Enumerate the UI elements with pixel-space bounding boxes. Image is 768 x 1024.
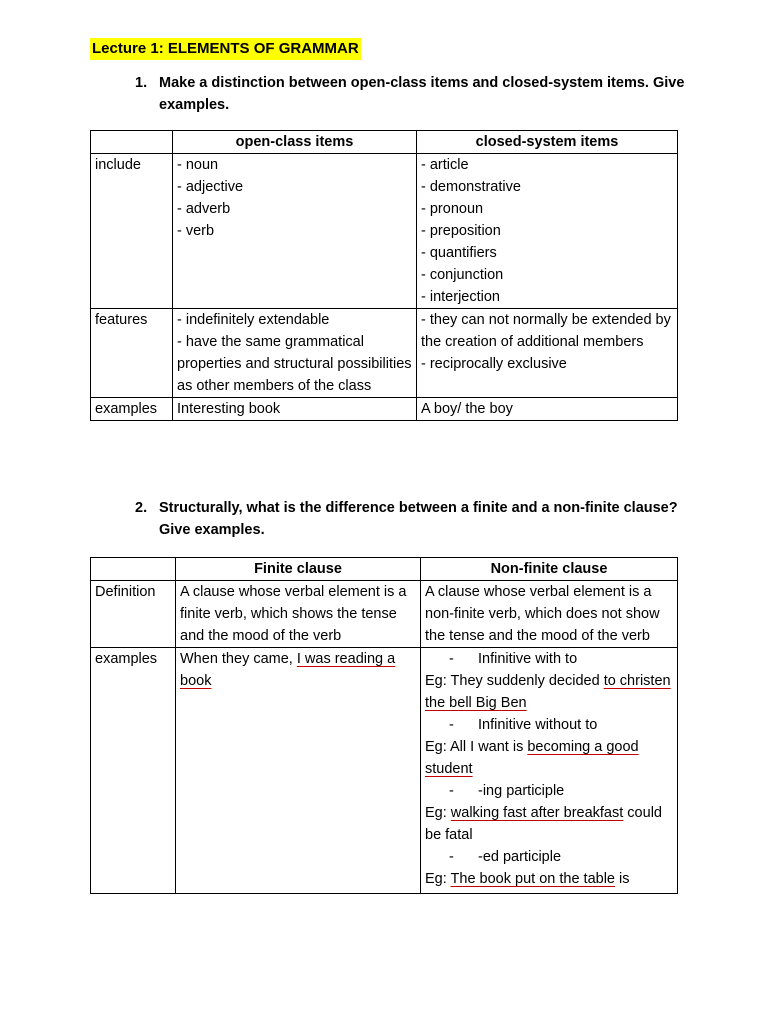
header-open-class: open-class items [173, 131, 417, 154]
nonfinite-example-cell [421, 648, 678, 894]
list-item: - noun [177, 157, 219, 173]
table-header-row [91, 558, 678, 581]
underlined-clause: becoming a good student [425, 739, 639, 777]
underlined-clause: The book put on the table [450, 871, 615, 887]
list-item: - verb [177, 223, 215, 239]
list-item: - adverb [177, 201, 231, 217]
closed-include-cell [417, 154, 678, 309]
example-line [425, 802, 673, 846]
list-item: - interjection [421, 289, 500, 305]
example-text: could be fatal [425, 805, 662, 843]
row-label-include: include [91, 154, 173, 309]
list-item: - -ing participle [449, 783, 565, 799]
example-text: Eg: [425, 871, 451, 887]
open-features-cell [173, 309, 417, 398]
example-line [425, 670, 673, 714]
open-include-cell [173, 154, 417, 309]
list-item: - Infinitive without to [449, 717, 598, 733]
header-empty [91, 558, 176, 581]
list-item: - pronoun [421, 201, 484, 217]
header-nonfinite-clause: Non-finite clause [421, 558, 678, 581]
closed-example-cell: A boy/ the boy [417, 398, 678, 421]
list-item: - quantifiers [421, 245, 497, 261]
table-word-classes [90, 130, 678, 421]
table-row [91, 581, 678, 648]
row-label-definition: Definition [91, 581, 176, 648]
page-title: Lecture 1: ELEMENTS OF GRAMMAR [90, 38, 361, 60]
example-text: Eg: [425, 805, 451, 821]
example-text: is [615, 871, 630, 887]
header-finite-clause: Finite clause [176, 558, 421, 581]
header-closed-system: closed-system items [417, 131, 678, 154]
table-clauses [90, 557, 678, 894]
example-line [425, 736, 673, 780]
example-text: Eg: They suddenly decided [425, 673, 604, 689]
question-2 [135, 497, 695, 543]
list-item: - they can not normally be extended by the creation of additional members [421, 312, 671, 350]
underlined-clause: I was reading a book [180, 651, 396, 689]
table-row [91, 398, 678, 421]
list-item: - Infinitive with to [449, 651, 578, 667]
open-example-cell: Interesting book [173, 398, 417, 421]
list-item: - conjunction [421, 267, 504, 283]
list-item: - demonstrative [421, 179, 521, 195]
list-item: - article [421, 157, 469, 173]
example-line [425, 868, 673, 890]
example-text: Eg: All I want is [425, 739, 528, 755]
list-item: - have the same grammatical properties and structural possibilities as other members of the class [177, 334, 412, 394]
closed-features-cell [417, 309, 678, 398]
table-header-row [91, 131, 678, 154]
question-1-number: 1. [135, 75, 148, 91]
question-1 [135, 72, 695, 118]
underlined-clause: walking fast after breakfast [450, 805, 624, 821]
table-row [91, 309, 678, 398]
list-item: - indefinitely extendable [177, 312, 330, 328]
list-item: - preposition [421, 223, 501, 239]
list-item: - -ed participle [449, 849, 562, 865]
row-label-features: features [91, 309, 173, 398]
underlined-clause: to christen the bell Big Ben [425, 673, 671, 711]
finite-example-cell [176, 648, 421, 894]
question-1-text: Make a distinction between open-class items and closed-system items. Give examples. [159, 75, 685, 113]
table-row [91, 648, 678, 894]
question-2-number: 2. [135, 500, 148, 516]
list-item: - reciprocally exclusive [421, 356, 567, 372]
table-row [91, 154, 678, 309]
example-text: When they came, [180, 651, 297, 667]
nonfinite-definition-cell: A clause whose verbal element is a non-finite verb, which does not show the tense and the mood of the verb [421, 581, 678, 648]
row-label-examples: examples [91, 398, 173, 421]
list-item: - adjective [177, 179, 244, 195]
header-empty [91, 131, 173, 154]
row-label-examples: examples [91, 648, 176, 894]
finite-definition-cell: A clause whose verbal element is a finite verb, which shows the tense and the mood of the verb [176, 581, 421, 648]
question-2-text: Structurally, what is the difference between a finite and a non-finite clause? Give examples. [159, 500, 678, 538]
